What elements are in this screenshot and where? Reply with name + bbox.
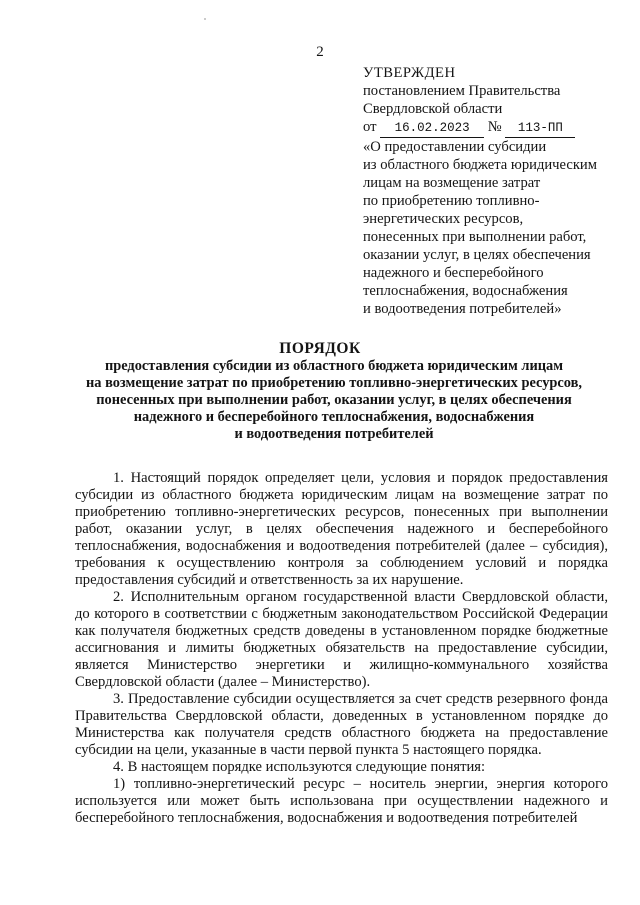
paragraph: 1. Настоящий порядок определяет цели, условия и порядок предоставления субсидии из областного бюджета юридическим лицам на возмещение затрат по приобретению топливно-энергетических ресурсов, понесенных при выполнении работ, оказании услуг, в целях обеспечения надежного и бесперебойного теплоснабжения, водоснабжения и водоотведения потребителей (далее – субсидия), требования к осуществлению контроля за соблюдением условий и порядка предоставления субсидий и ответственность за их нарушение. [75, 470, 608, 588]
subtitle-line: и водоотведения потребителей [234, 426, 434, 442]
decree-date: 16.02.2023 [380, 119, 484, 138]
paragraph: 1) топливно-энергетический ресурс – носитель энергии, энергия которого используется или может быть использована при осуществлении надежного и бесперебойного теплоснабжения, водоснабжения и водоотведения потребителей [75, 776, 608, 826]
paragraph: 4. В настоящем порядке используются следующие понятия: [113, 759, 486, 775]
decree-title-line: и водоотведения потребителей» [363, 301, 562, 317]
paragraph: 2. Исполнительным органом государственной власти Свердловской области, до которого в соответствии с бюджетным законодательством Российской Федерации как получателя бюджетных средств доведены в установленном порядке бюджетные ассигнования и лимиты бюджетных обязательств на предоставление субсидии, является Министерство энергетики и жилищно-коммунального хозяйства Свердловской области (далее – Министерство). [75, 589, 608, 690]
decree-number: 113-ПП [505, 119, 575, 138]
paragraph: 3. Предоставление субсидии осуществляется за счет средств резервного фонда Правительства Свердловской области, доведенных в установленном порядке до Министерства как получателя средств областного бюджета на предоставление субсидии на цели, указанные в части первой пункта 5 настоящего порядка. [75, 691, 608, 758]
date-prefix: от [363, 119, 377, 135]
subtitle-line: предоставления субсидии из областного бюджета юридическим лицам [104, 358, 564, 374]
decree-title-line: лицам на возмещение затрат [363, 175, 541, 191]
approval-heading: УТВЕРЖДЕН [363, 65, 456, 81]
decree-title-line: оказании услуг, в целях обеспечения [363, 247, 591, 263]
approval-block [363, 64, 623, 318]
decree-title-line: «О предоставлении субсидии [363, 139, 547, 155]
subtitle-line: понесенных при выполнении работ, оказании услуг, в целях обеспечения [96, 392, 572, 408]
decree-title-line: энергетических ресурсов, [363, 211, 524, 227]
document-title: ПОРЯДОК [279, 340, 361, 357]
number-prefix: № [487, 119, 502, 135]
subtitle-line: на возмещение затрат по приобретению топливно-энергетических ресурсов, [85, 375, 583, 391]
decree-title-line: надежного и бесперебойного [363, 265, 544, 281]
scan-speck [204, 18, 206, 20]
document-subtitle [60, 358, 608, 443]
decree-date-number [363, 118, 623, 138]
page-number: 2 [316, 44, 324, 60]
approval-line: Свердловской области [363, 101, 503, 117]
decree-title-line: по приобретению топливно- [363, 193, 540, 209]
approval-line: постановлением Правительства [363, 83, 561, 99]
decree-title-line: теплоснабжения, водоснабжения [363, 283, 568, 299]
decree-title-line: из областного бюджета юридическим [363, 157, 597, 173]
subtitle-line: надежного и бесперебойного теплоснабжения, водоснабжения [133, 409, 535, 425]
document-body [75, 470, 608, 827]
decree-title-line: понесенных при выполнении работ, [363, 229, 587, 245]
